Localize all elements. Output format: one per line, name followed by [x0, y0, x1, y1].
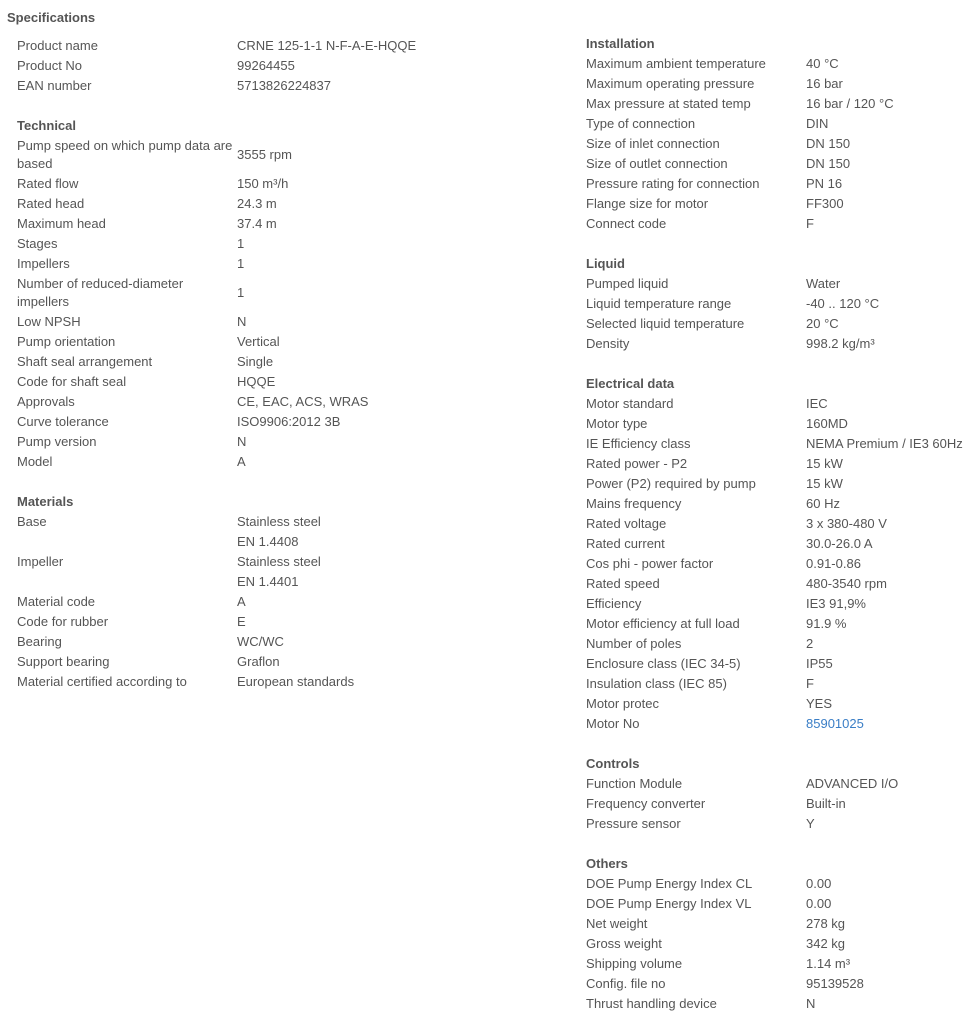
section-title: Installation — [586, 36, 655, 51]
spec-value: N — [806, 996, 816, 1011]
spec-value: IE3 91,9% — [806, 596, 866, 611]
spec-row — [586, 174, 971, 194]
spec-label: Config. file no — [586, 976, 666, 991]
spec-label: Pump version — [17, 434, 97, 449]
spec-row — [586, 474, 971, 494]
spec-label — [17, 532, 237, 552]
spec-row — [586, 214, 971, 234]
spec-label: Size of inlet connection — [586, 136, 720, 151]
spec-value: 16 bar / 120 °C — [806, 96, 894, 111]
spec-row — [17, 332, 572, 352]
section-title: Controls — [586, 756, 640, 771]
spec-value: 0.91-0.86 — [806, 556, 861, 571]
spec-value: Built-in — [806, 796, 846, 811]
spec-value: 3 x 380-480 V — [806, 516, 887, 531]
section-title: Others — [586, 856, 628, 871]
spec-label: Shipping volume — [586, 956, 683, 971]
spec-value: IEC — [806, 396, 828, 411]
section-liquid — [586, 254, 971, 354]
spec-row — [586, 714, 971, 734]
spec-label: Rated power - P2 — [586, 456, 688, 471]
spec-value: Stainless steel — [237, 554, 321, 569]
spec-row — [586, 634, 971, 654]
spec-row — [586, 654, 971, 674]
spec-row — [586, 154, 971, 174]
spec-value: Vertical — [237, 334, 280, 349]
spec-label: Curve tolerance — [17, 414, 109, 429]
spec-row — [17, 352, 572, 372]
spec-label: Pump orientation — [17, 334, 116, 349]
spec-label: Maximum head — [17, 216, 106, 231]
spec-value: EN 1.4401 — [237, 574, 299, 589]
spec-row — [17, 532, 572, 552]
spec-value: A — [237, 454, 246, 469]
spec-label: Code for rubber — [17, 614, 109, 629]
spec-row — [586, 794, 971, 814]
spec-value: YES — [806, 696, 833, 711]
spec-label: Motor type — [586, 416, 648, 431]
spec-value: 91.9 % — [806, 616, 847, 631]
spec-row — [17, 214, 572, 234]
spec-row — [586, 674, 971, 694]
spec-label: Mains frequency — [586, 496, 682, 511]
spec-label: Number of reduced-diameter impellers — [17, 276, 184, 309]
spec-row — [17, 56, 572, 76]
spec-row — [17, 174, 572, 194]
spec-value: 342 kg — [806, 936, 846, 951]
spec-label: Liquid temperature range — [586, 296, 732, 311]
spec-label: Low NPSH — [17, 314, 81, 329]
spec-label: Power (P2) required by pump — [586, 476, 756, 491]
spec-label: Enclosure class (IEC 34-5) — [586, 656, 741, 671]
spec-row — [586, 334, 971, 354]
spec-value: 278 kg — [806, 916, 846, 931]
spec-row — [17, 372, 572, 392]
spec-label: Cos phi - power factor — [586, 556, 714, 571]
spec-label: Impellers — [17, 256, 70, 271]
spec-value: DIN — [806, 116, 829, 131]
section-controls — [586, 754, 971, 834]
spec-value: European standards — [237, 674, 355, 689]
spec-value: 24.3 m — [237, 196, 277, 211]
spec-value: 99264455 — [237, 58, 295, 73]
spec-value: CE, EAC, ACS, WRAS — [237, 394, 369, 409]
spec-label: Rated voltage — [586, 516, 667, 531]
spec-row — [17, 552, 572, 572]
spec-row — [17, 76, 572, 96]
spec-row — [17, 136, 572, 174]
spec-label: DOE Pump Energy Index VL — [586, 896, 752, 911]
spec-row — [17, 592, 572, 612]
spec-value: ISO9906:2012 3B — [237, 414, 341, 429]
spec-label: Function Module — [586, 776, 683, 791]
spec-row — [586, 134, 971, 154]
spec-label: Motor standard — [586, 396, 674, 411]
spec-value: 1.14 m³ — [806, 956, 851, 971]
spec-value: 0.00 — [806, 876, 832, 891]
spec-value: 5713826224837 — [237, 78, 331, 93]
spec-row — [17, 312, 572, 332]
motor-no-link[interactable]: 85901025 — [806, 716, 864, 731]
spec-value: NEMA Premium / IE3 60Hz — [806, 436, 963, 451]
spec-label: Pumped liquid — [586, 276, 669, 291]
section-title: Liquid — [586, 256, 625, 271]
spec-label: Density — [586, 336, 630, 351]
spec-value: EN 1.4408 — [237, 534, 299, 549]
spec-row — [17, 452, 572, 472]
spec-value: 40 °C — [806, 56, 839, 71]
spec-row — [17, 612, 572, 632]
spec-row — [586, 194, 971, 214]
spec-value: Graflon — [237, 654, 280, 669]
spec-label: Maximum operating pressure — [586, 76, 755, 91]
spec-label: Pump speed on which pump data are based — [17, 138, 233, 171]
spec-row — [586, 414, 971, 434]
spec-row — [586, 514, 971, 534]
spec-label: Material certified according to — [17, 674, 187, 689]
spec-row — [586, 94, 971, 114]
spec-value: DN 150 — [806, 156, 851, 171]
spec-value: 0.00 — [806, 896, 832, 911]
spec-row — [17, 432, 572, 452]
spec-value: Water — [806, 276, 841, 291]
spec-row — [17, 392, 572, 412]
spec-row — [586, 954, 971, 974]
section-title: Materials — [17, 494, 74, 509]
spec-row — [17, 234, 572, 254]
spec-value: 150 m³/h — [237, 176, 289, 191]
spec-label: Flange size for motor — [586, 196, 709, 211]
spec-row — [586, 994, 971, 1014]
spec-row — [17, 194, 572, 214]
spec-row — [586, 934, 971, 954]
spec-value: N — [237, 434, 247, 449]
spec-value: 16 bar — [806, 76, 843, 91]
spec-label: Pressure sensor — [586, 816, 681, 831]
spec-value: FF300 — [806, 196, 844, 211]
spec-label: Product No — [17, 58, 83, 73]
spec-label: IE Efficiency class — [586, 436, 691, 451]
spec-row — [17, 512, 572, 532]
spec-row — [586, 554, 971, 574]
spec-value: ADVANCED I/O — [806, 776, 899, 791]
spec-row — [586, 594, 971, 614]
spec-label: Frequency converter — [586, 796, 706, 811]
spec-row — [17, 572, 572, 592]
spec-row — [586, 494, 971, 514]
spec-value: DN 150 — [806, 136, 851, 151]
spec-row — [586, 54, 971, 74]
spec-value: E — [237, 614, 246, 629]
spec-row — [17, 412, 572, 432]
spec-row — [586, 914, 971, 934]
spec-row — [586, 294, 971, 314]
section-title: Technical — [17, 118, 77, 133]
spec-value: 480-3540 rpm — [806, 576, 887, 591]
spec-label: Size of outlet connection — [586, 156, 728, 171]
spec-value: 1 — [237, 236, 245, 251]
spec-row — [586, 614, 971, 634]
spec-label: Stages — [17, 236, 58, 251]
spec-label: Connect code — [586, 216, 667, 231]
section-technical — [17, 116, 572, 472]
spec-value: 3555 rpm — [237, 147, 292, 162]
spec-row — [586, 274, 971, 294]
spec-value: 998.2 kg/m³ — [806, 336, 875, 351]
spec-label: Rated speed — [586, 576, 660, 591]
spec-value: 20 °C — [806, 316, 839, 331]
spec-row — [17, 254, 572, 274]
spec-label: Motor protec — [586, 696, 659, 711]
spec-label: Motor No — [586, 716, 640, 731]
spec-value: 60 Hz — [806, 496, 840, 511]
spec-label: Impeller — [17, 554, 64, 569]
page-title: Specifications — [7, 10, 96, 25]
spec-row — [586, 74, 971, 94]
section-electrical-data — [586, 374, 971, 734]
spec-value: A — [237, 594, 246, 609]
spec-row — [17, 652, 572, 672]
spec-label: Model — [17, 454, 53, 469]
section-others — [586, 854, 971, 1014]
spec-value: 37.4 m — [237, 216, 277, 231]
spec-label: Approvals — [17, 394, 75, 409]
spec-label: Code for shaft seal — [17, 374, 127, 389]
spec-row — [586, 534, 971, 554]
spec-value: 15 kW — [806, 476, 843, 491]
spec-row — [586, 434, 971, 454]
spec-row — [586, 314, 971, 334]
spec-value: -40 .. 120 °C — [806, 296, 880, 311]
spec-row — [586, 894, 971, 914]
spec-row — [586, 974, 971, 994]
section-materials — [17, 492, 572, 692]
spec-value: CRNE 125-1-1 N-F-A-E-HQQE — [237, 38, 417, 53]
spec-row — [586, 574, 971, 594]
spec-value: 15 kW — [806, 456, 843, 471]
spec-label: Rated head — [17, 196, 85, 211]
spec-label: Shaft seal arrangement — [17, 354, 153, 369]
spec-row — [586, 774, 971, 794]
spec-row — [17, 632, 572, 652]
spec-label: Rated flow — [17, 176, 79, 191]
spec-value: F — [806, 676, 814, 691]
spec-label: DOE Pump Energy Index CL — [586, 876, 753, 891]
spec-row — [586, 114, 971, 134]
spec-row — [17, 672, 572, 692]
spec-row — [586, 394, 971, 414]
spec-row — [586, 874, 971, 894]
section-installation — [586, 34, 971, 234]
spec-row — [17, 274, 572, 312]
spec-label: Max pressure at stated temp — [586, 96, 751, 111]
spec-value: IP55 — [806, 656, 833, 671]
spec-label — [17, 572, 237, 592]
spec-value: HQQE — [237, 374, 276, 389]
spec-label: Maximum ambient temperature — [586, 56, 766, 71]
spec-label: Insulation class (IEC 85) — [586, 676, 727, 691]
spec-row — [586, 694, 971, 714]
spec-label: EAN number — [17, 78, 92, 93]
spec-label: Net weight — [586, 916, 648, 931]
spec-label: Rated current — [586, 536, 665, 551]
spec-label: Motor efficiency at full load — [586, 616, 740, 631]
spec-label: Base — [17, 514, 47, 529]
spec-value: 2 — [806, 636, 814, 651]
section-title: Electrical data — [586, 376, 675, 391]
spec-value: 1 — [237, 256, 245, 271]
spec-value: PN 16 — [806, 176, 843, 191]
spec-label: Material code — [17, 594, 96, 609]
spec-value: 95139528 — [806, 976, 864, 991]
spec-value: 30.0-26.0 A — [806, 536, 873, 551]
spec-label: Support bearing — [17, 654, 110, 669]
spec-value: Single — [237, 354, 274, 369]
spec-label: Bearing — [17, 634, 62, 649]
spec-value: Y — [806, 816, 815, 831]
spec-label: Type of connection — [586, 116, 696, 131]
spec-label: Number of poles — [586, 636, 682, 651]
spec-value: 1 — [237, 285, 245, 300]
spec-value: N — [237, 314, 247, 329]
spec-label: Thrust handling device — [586, 996, 717, 1011]
spec-label: Gross weight — [586, 936, 662, 951]
section-general — [17, 36, 572, 96]
spec-label: Efficiency — [586, 596, 642, 611]
spec-value: 160MD — [806, 416, 848, 431]
spec-row — [586, 454, 971, 474]
spec-row — [586, 814, 971, 834]
spec-value: F — [806, 216, 814, 231]
spec-label: Selected liquid temperature — [586, 316, 745, 331]
spec-value: WC/WC — [237, 634, 284, 649]
spec-value: Stainless steel — [237, 514, 321, 529]
spec-label: Product name — [17, 38, 98, 53]
spec-label: Pressure rating for connection — [586, 176, 760, 191]
spec-row — [17, 36, 572, 56]
